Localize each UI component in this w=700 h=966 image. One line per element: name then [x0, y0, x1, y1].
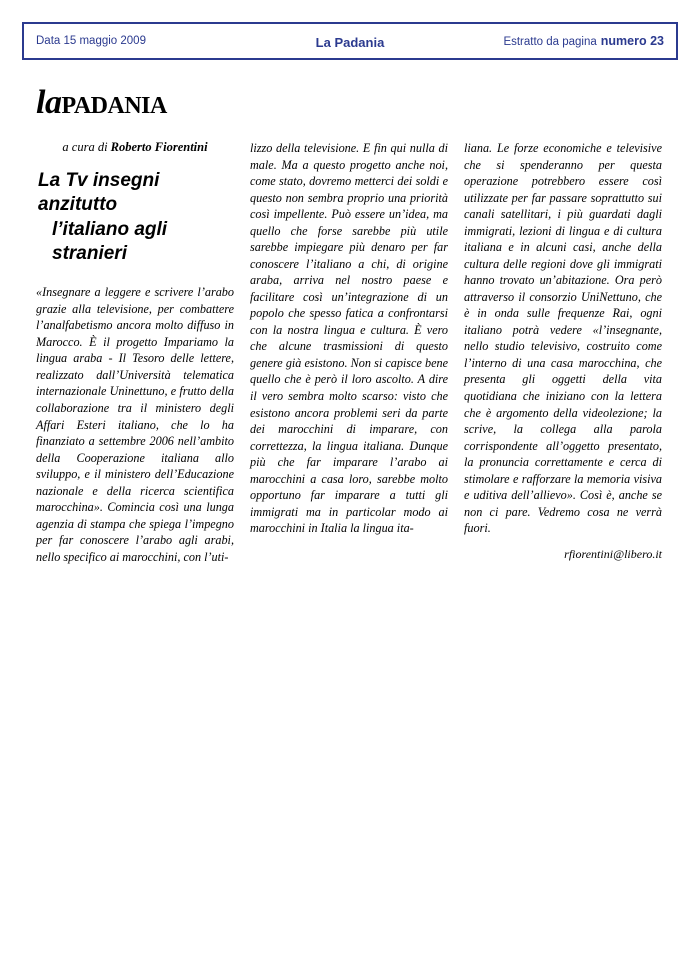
byline	[36, 140, 234, 155]
clipping-header-bar	[22, 22, 678, 60]
byline-author: Roberto Fiorentini	[110, 140, 208, 154]
clipping-source	[503, 34, 664, 48]
article-text-column-1: «Insegnare a leggere e scrivere l’arabo grazie alla televisione, per combattere l’analfabetismo ancora molto diffuso in Marocco. È il progetto Impariamo la lingua araba - Il Tesoro delle lettere, realizzato dall’Università telematica internazionale Uninettuno, e frutto della collaborazione tra il ministero degli Affari Esteri italiano, che lo ha finanziato a settembre 2006 nell’ambito della Cooperazione italiana allo sviluppo, e il ministero dell’Educazione nazionale e della ricerca scientifica marocchina». Comincia così una lunga agenzia di stampa che spiega l’impegno per far conoscere l’arabo agli arabi, nello specifico ai marocchini, con l’uti-	[36, 285, 234, 564]
clipping-date: Data 15 maggio 2009	[36, 35, 146, 47]
extract-label: Estratto da pagina	[503, 36, 597, 48]
article-headline	[36, 169, 234, 266]
author-email: rfiorentini@libero.it	[564, 546, 662, 561]
masthead-prefix: la	[36, 84, 62, 121]
article-column-1	[36, 140, 234, 565]
publication-name: La Padania	[315, 35, 385, 50]
headline-line-2: l’italiano agli stranieri	[52, 218, 168, 264]
article-text-column-3: liana. Le forze economiche e televisive che si spenderanno per questa operazione potrebbero essere così utilizzate per far passare soprattutto sui canali satellitari, i più guardati dagli immigrati, lezioni di lingua e di cultura italiana e in alcuni casi, anche della cultura delle regioni dove gli immigrati hanno trovato un’abitazione. Ora però attraverso il consorzio UniNettuno, che è in onda sulle frequenze Rai, ogni italiano potrà vedere «l’insegnante, nello studio televisivo, costruito come l’interno di una casa marocchina, che presenta gli oggetti della vita quotidiana che iniziano con la lettera che è argomento della videolezione; la scrive, la collega alla parola corrispondente all’oggetto presentato, la pronuncia correttamente e cerca di stimolare e rafforzare la memoria visiva e uditiva dell’allievo». Così è, anche se non ci pare. Vedremo cosa ne verrà fuori.	[464, 141, 662, 536]
article-column-3	[464, 140, 662, 565]
article-body	[36, 140, 664, 565]
byline-prefix: a cura di	[62, 140, 111, 154]
headline-line-1: La Tv insegni anzitutto	[38, 170, 160, 216]
page-number: numero 23	[600, 34, 664, 48]
masthead-title: padania	[61, 84, 167, 121]
article-text-column-2: lizzo della televisione. E fin qui nulla di male. Ma a questo progetto anche noi, come stato, dovremo metterci dei soldi e questo non sembra proprio una priorità così impellente. Può essere un’idea, ma quello che forse sarebbe più utile sarebbe impiegare più denaro per far conoscere l’italiano a chi, di origine araba, arriva nel nostro paese e facilitare così un’integrazione di un popolo che spesso fatica a confrontarsi con la nostra lingua e cultura. È vero che alcune trasmissioni di questo genere già esistono. Non si capisce bene quello che è però il loro ascolto. A dire il vero sembra molto scarso: visto che esistono ancora problemi seri da parte dei marocchini di imparare, con correttezza, la lingua italiana. Dunque più che far imparare l’arabo ai marocchini a casa loro, sarebbe molto opportuno far imparare a tutti gli immigrati ma in particolar modo ai marocchini in Italia la lingua ita-	[250, 141, 448, 536]
article-column-2	[250, 140, 448, 565]
masthead-logo	[36, 84, 167, 122]
